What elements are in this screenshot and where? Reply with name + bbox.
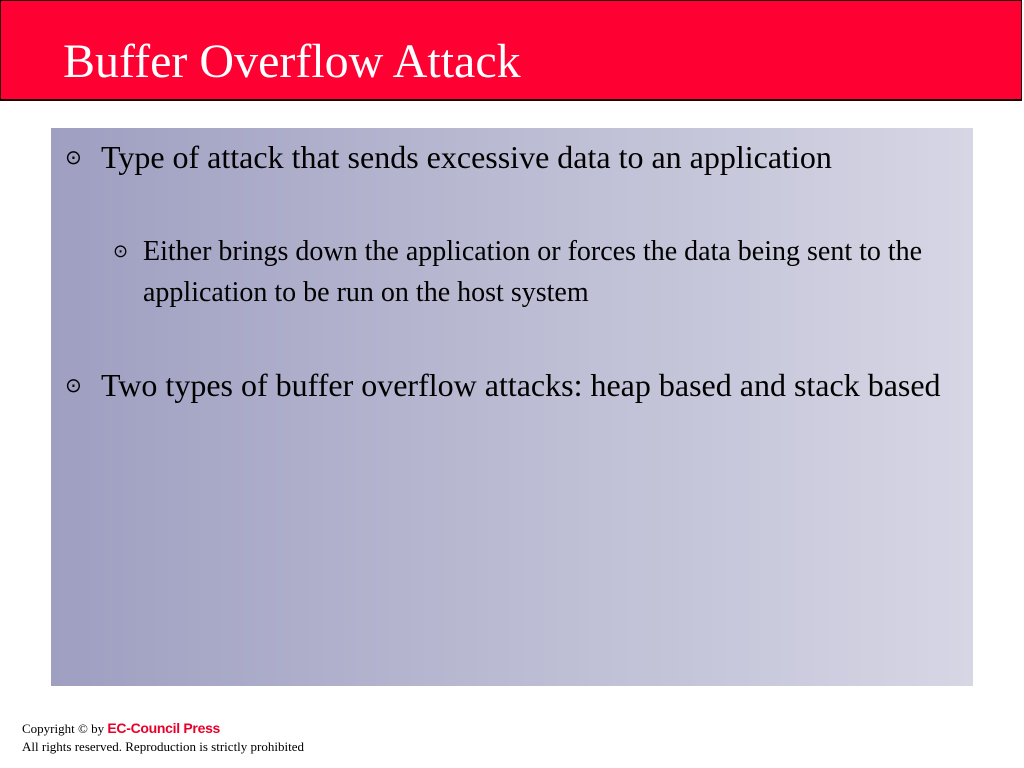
bullet-item [51,135,951,179]
rights-notice: All rights reserved. Reproduction is strictly prohibited [22,739,304,754]
bullet-item [51,363,971,407]
publisher-brand: EC-Council Press [107,720,221,736]
circled-dot-bullet-icon: ⊙ [113,241,129,262]
slide-title: Buffer Overflow Attack [63,35,521,88]
copyright-prefix: Copyright © by [22,721,108,736]
footer [22,719,304,756]
bullet-text: Two types of buffer overflow attacks: heap based and stack based [101,367,941,403]
title-bar [0,0,1022,101]
sub-bullet-item [113,231,953,313]
bullet-text: Type of attack that sends excessive data to an application [101,139,832,175]
circled-dot-bullet-icon: ⊙ [65,145,82,169]
circled-dot-bullet-icon: ⊙ [65,373,82,397]
copyright-line [22,719,304,738]
content-panel [51,128,973,686]
sub-bullet-text: Either brings down the application or forces the data being sent to the application to be run on the host system [143,236,923,308]
